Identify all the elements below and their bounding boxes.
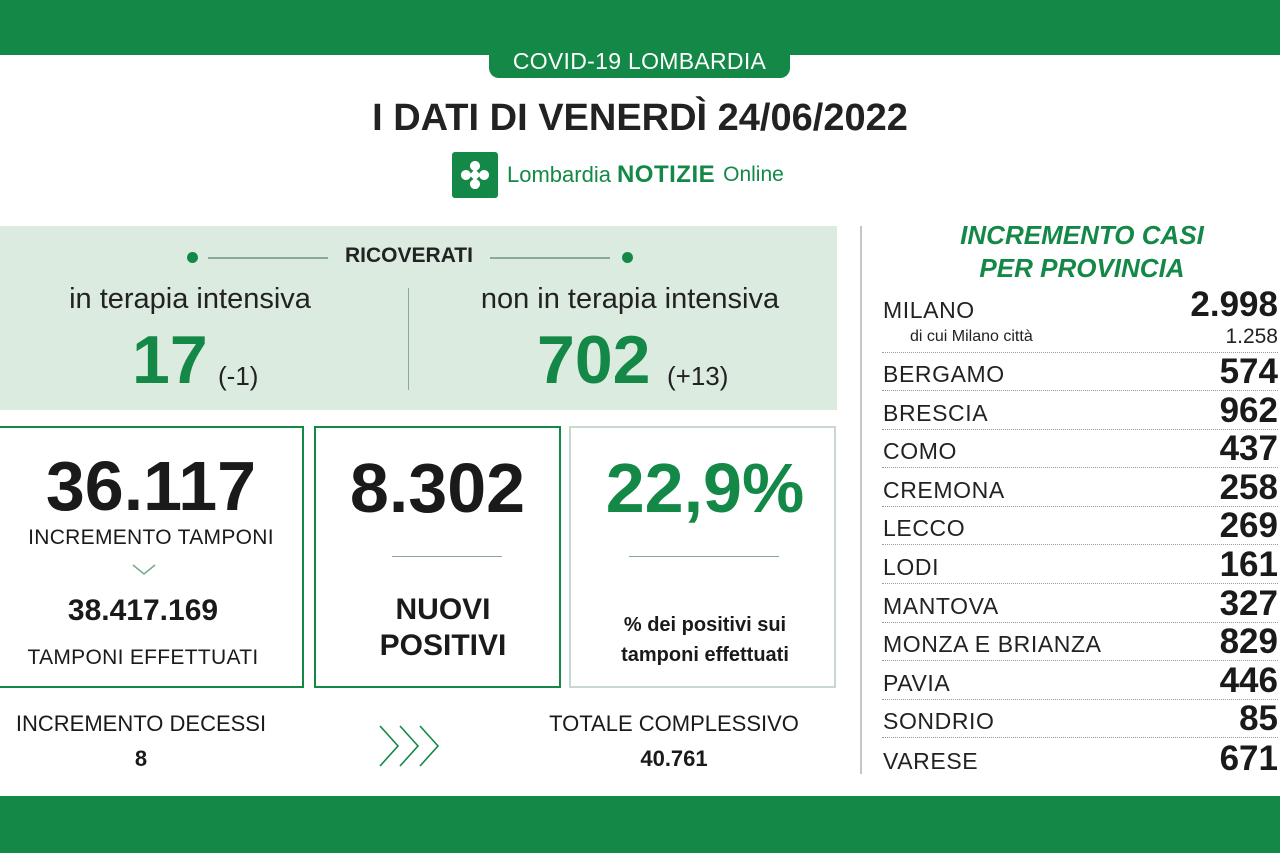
province-value: 446 <box>1219 660 1278 700</box>
percentuale-label-line2: tamponi effettuati <box>621 644 789 666</box>
positivi-separator <box>392 556 502 557</box>
province-row <box>882 700 1278 738</box>
province-row <box>882 623 1278 661</box>
province-name: COMO <box>883 438 957 465</box>
province-value: 2.998 <box>1190 285 1278 324</box>
chevron-down-icon <box>131 563 157 577</box>
province-name: MONZA E BRIANZA <box>883 631 1102 658</box>
province-value: 962 <box>1219 390 1278 430</box>
province-name: BERGAMO <box>883 361 1005 387</box>
province-name: LODI <box>883 554 940 580</box>
brand-name-suffix: Online <box>723 163 784 186</box>
decessi-total-label: TOTALE COMPLESSIVO <box>549 711 799 736</box>
ricoverati-line-right <box>490 257 610 259</box>
province-value: 671 <box>1219 739 1278 778</box>
ricoverati-line-left <box>208 257 328 259</box>
percentuale-label-line1: % dei positivi sui <box>623 614 787 636</box>
ricoverati-dot-right <box>622 252 633 263</box>
non-intensive-care-delta: (+13) <box>667 361 729 391</box>
vertical-separator <box>860 226 862 774</box>
decessi-increment-value: 8 <box>134 746 148 771</box>
brand-name-strong: NOTIZIE <box>616 161 716 188</box>
province-row <box>882 430 1278 468</box>
tamponi-total-value: 38.417.169 <box>67 594 219 627</box>
province-row <box>882 585 1278 623</box>
province-row <box>882 739 1278 777</box>
tamponi-total-label: TAMPONI EFFETTUATI <box>27 646 259 669</box>
province-value: 85 <box>1239 699 1278 739</box>
province-title-line2: PER PROVINCIA <box>979 253 1185 283</box>
brand-logo <box>452 152 784 198</box>
percentuale-value: 22,9% <box>605 449 805 527</box>
province-row <box>882 469 1278 507</box>
milano-city-value: 1.258 <box>1225 325 1278 348</box>
positivi-label-line2: POSITIVI <box>379 629 507 662</box>
province-name: MILANO <box>883 297 975 323</box>
positivi-box <box>314 426 561 688</box>
province-row <box>882 507 1278 545</box>
milano-city-label: di cui Milano città <box>910 328 1033 345</box>
province-value: 437 <box>1219 429 1278 469</box>
bottom-bar <box>0 796 1280 853</box>
intensive-care-delta: (-1) <box>218 361 259 391</box>
intensive-care-value: 17 <box>132 322 208 398</box>
province-value: 258 <box>1219 467 1278 507</box>
province-row <box>882 546 1278 584</box>
ricoverati-dot-left <box>187 252 198 263</box>
intensive-care-label: in terapia intensiva <box>69 283 311 315</box>
province-value: 327 <box>1219 583 1278 623</box>
province-name: CREMONA <box>883 476 1005 503</box>
province-row <box>882 353 1278 391</box>
province-title-line1: INCREMENTO CASI <box>960 220 1204 250</box>
province-value: 269 <box>1219 506 1278 546</box>
brand-name: Lombardia <box>507 162 611 187</box>
region-tag: COVID-19 LOMBARDIA <box>489 46 790 78</box>
province-name: LECCO <box>883 515 966 542</box>
tamponi-increment-label: INCREMENTO TAMPONI <box>28 526 274 549</box>
province-row <box>882 662 1278 700</box>
positivi-label-line1: NUOVI <box>395 593 491 626</box>
ricoverati-label: RICOVERATI <box>345 244 473 267</box>
tamponi-box <box>0 426 304 688</box>
province-name: MANTOVA <box>883 592 999 619</box>
lombardia-rose-logo-icon <box>452 152 498 198</box>
province-name: PAVIA <box>883 669 951 696</box>
province-name: BRESCIA <box>883 399 989 426</box>
positivi-value: 8.302 <box>349 449 526 527</box>
tamponi-increment-value: 36.117 <box>45 447 257 525</box>
province-row-milano <box>882 285 1278 353</box>
triple-chevron-right-icon <box>376 723 446 769</box>
non-intensive-care-label: non in terapia intensiva <box>480 283 780 315</box>
decessi-increment-label: INCREMENTO DECESSI <box>15 711 267 736</box>
province-value: 574 <box>1219 352 1278 391</box>
province-name: VARESE <box>883 748 979 774</box>
non-intensive-care-value: 702 <box>537 322 651 398</box>
ricoverati-divider <box>408 288 409 390</box>
percentuale-separator <box>629 556 779 557</box>
page-title: I DATI DI VENERDÌ 24/06/2022 <box>372 97 908 139</box>
province-value: 829 <box>1219 622 1278 662</box>
percentuale-box <box>569 426 836 688</box>
province-value: 161 <box>1219 545 1278 584</box>
province-name: SONDRIO <box>883 708 995 735</box>
province-row <box>882 392 1278 430</box>
decessi-total-value: 40.761 <box>640 746 708 771</box>
